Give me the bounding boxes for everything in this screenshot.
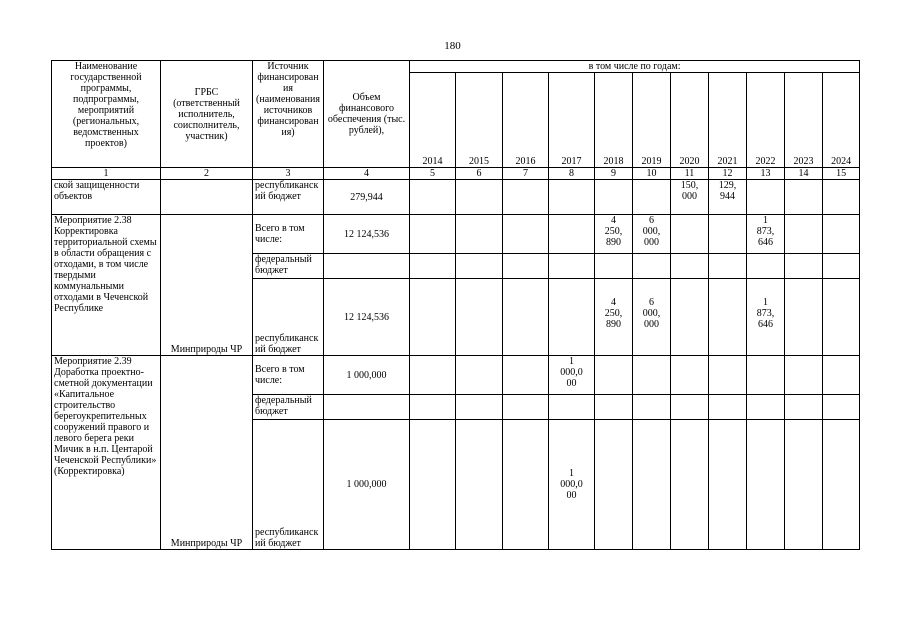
col-number: 2: [161, 168, 253, 180]
volume-total: 1 000,000: [324, 356, 410, 395]
col-number: 5: [410, 168, 456, 180]
financing-table: [51, 60, 860, 550]
source-federal: федеральный бюджет: [253, 254, 324, 279]
col-number: 15: [823, 168, 860, 180]
header-year: 2020: [671, 73, 709, 168]
cell-2017: 1 000,0 00: [549, 356, 595, 395]
col-number: 13: [747, 168, 785, 180]
cell-2017: 1 000,0 00: [549, 420, 595, 550]
source-total: Всего в том числе:: [253, 215, 324, 254]
row-volume: 279,944: [324, 180, 410, 215]
header-year: 2019: [633, 73, 671, 168]
table-row: [52, 180, 860, 215]
col-number: 10: [633, 168, 671, 180]
cell-2022: 1 873, 646: [747, 215, 785, 254]
header-year: 2022: [747, 73, 785, 168]
col-number: 3: [253, 168, 324, 180]
row-source: республиканский бюджет: [253, 180, 324, 215]
volume-total: 12 124,536: [324, 215, 410, 254]
volume-republic: 1 000,000: [324, 420, 410, 550]
header-year: 2024: [823, 73, 860, 168]
activity-2-39-name: Мероприятие 2.39 Доработка проектно-сметной документации «Капитальное строительство берегоукрепительных сооружений правого и левого берега реки Мичик в н.п. Центарой Чеченской Республики» (Корректировка): [52, 356, 161, 550]
header-year: 2016: [503, 73, 549, 168]
col-number: 8: [549, 168, 595, 180]
cell-2019: 6 000, 000: [633, 215, 671, 254]
page-number: 180: [444, 40, 461, 52]
header-source: Источник финансирования (наименования источников финансирования): [253, 61, 324, 168]
volume-republic: 12 124,536: [324, 279, 410, 356]
activity-2-38-grbs: Минприроды ЧР: [161, 215, 253, 356]
col-number: 14: [785, 168, 823, 180]
cell-2021: 129, 944: [709, 180, 747, 215]
col-number: 1: [52, 168, 161, 180]
activity-2-39-grbs: Минприроды ЧР: [161, 356, 253, 550]
header-name: Наименование государственной программы, подпрограммы, мероприятий (региональных, ведомственных проектов): [52, 61, 161, 168]
col-number: 4: [324, 168, 410, 180]
header-year: 2014: [410, 73, 456, 168]
row-name: ской защищенности объектов: [52, 180, 161, 215]
cell-2018: 4 250, 890: [595, 279, 633, 356]
col-number: 12: [709, 168, 747, 180]
cell-2018: 4 250, 890: [595, 215, 633, 254]
col-number: 6: [456, 168, 503, 180]
cell-2019: 6 000, 000: [633, 279, 671, 356]
header-grbs: ГРБС (ответственный исполнитель, соисполнитель, участник): [161, 61, 253, 168]
source-federal: федеральный бюджет: [253, 395, 324, 420]
table-row: [52, 356, 860, 395]
header-year: 2023: [785, 73, 823, 168]
col-number: 9: [595, 168, 633, 180]
table-row: [52, 215, 860, 254]
row-grbs-empty: [161, 180, 253, 215]
cell-2022: 1 873, 646: [747, 279, 785, 356]
source-republic: республиканский бюджет: [253, 279, 324, 356]
header-year: 2017: [549, 73, 595, 168]
col-number: 11: [671, 168, 709, 180]
header-years-group: в том числе по годам:: [410, 61, 860, 73]
header-year: 2018: [595, 73, 633, 168]
header-year: 2015: [456, 73, 503, 168]
header-volume: Объем финансового обеспечения (тыс. рублей),: [324, 61, 410, 168]
cell-2020: 150, 000: [671, 180, 709, 215]
source-total: Всего в том числе:: [253, 356, 324, 395]
activity-2-38-name: Мероприятие 2.38 Корректировка территориальной схемы в области обращения с отходами, в том числе твердыми коммунальными отходами в Чеченской Республике: [52, 215, 161, 356]
col-number: 7: [503, 168, 549, 180]
source-republic: республиканский бюджет: [253, 420, 324, 550]
header-year: 2021: [709, 73, 747, 168]
